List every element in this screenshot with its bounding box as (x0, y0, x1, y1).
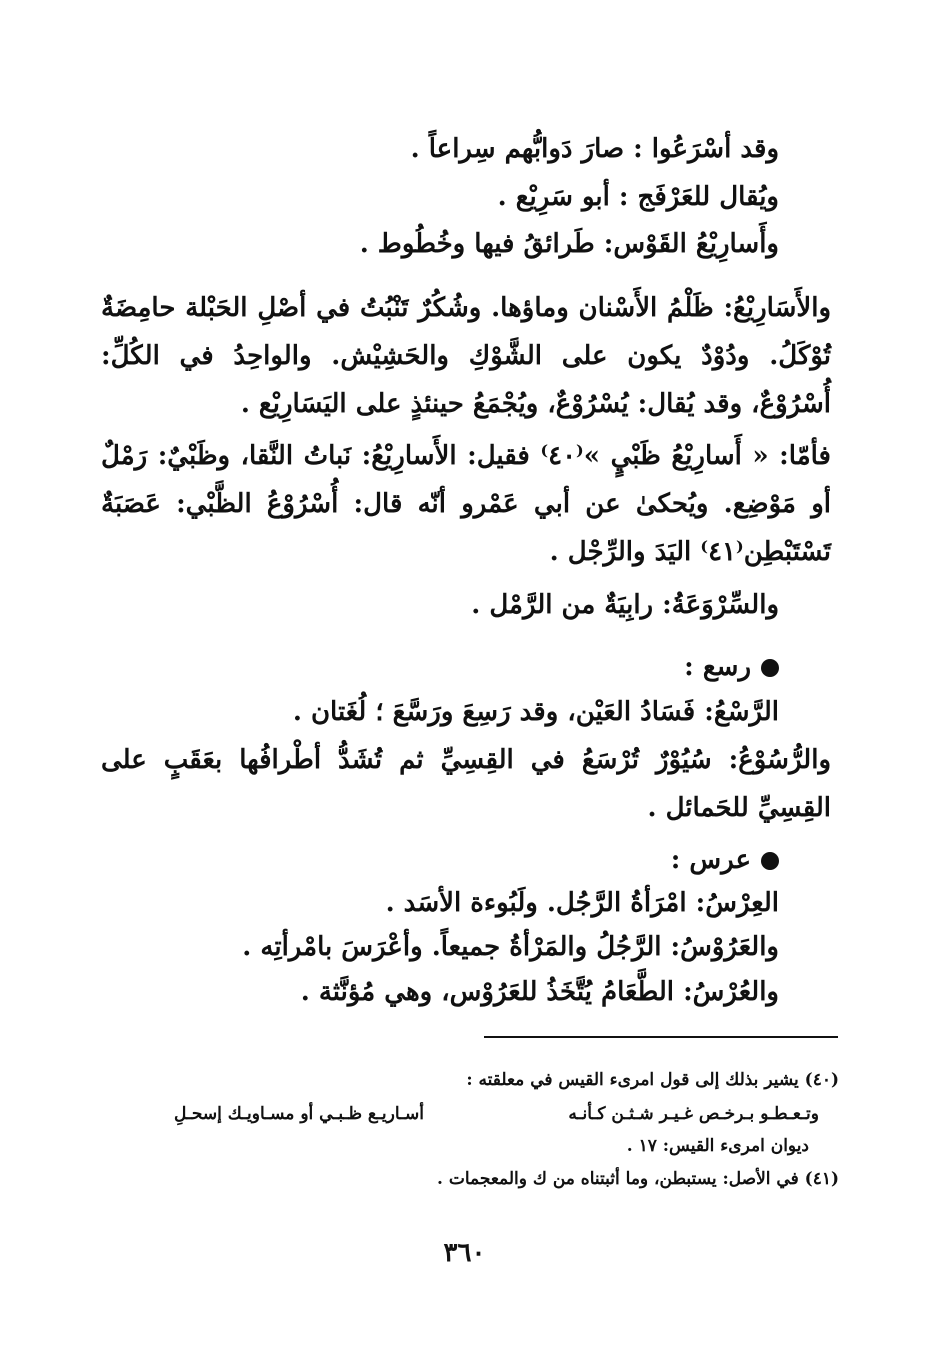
verse-second-hemistich: أسـاريـع ظـبـي أو مسـاويـك إسحـلِ (174, 1104, 424, 1124)
bullet-icon (761, 659, 779, 677)
page-number: ٣٦٠ (443, 1238, 486, 1268)
footnote-40: (٤٠) يشير بذلك إلى قول امرىء القيس في معلقته : (466, 1070, 839, 1090)
heading-text: رسع : (684, 652, 751, 682)
text-line: وأَسارِيْعُ القَوْس: طَرائقُ فيها وخُطُوط . (359, 229, 779, 259)
section-heading (684, 650, 779, 684)
text-line: والعَرُوْسُ: الرَّجُلُ والمَرْأةُ جميعاً. وأعْرَسَ بامْرأتِه . (242, 932, 779, 962)
text-line: وقد أسْرَعُوا : صارَ دَوابُّهم سِراعاً . (410, 134, 779, 164)
footnote-40-source: ديوان امرىء القيس: ١٧ . (626, 1136, 809, 1156)
paragraph: والأَسَارِيْعُ: ظَلْمُ الأَسْنان وماؤها. وشُكُرٌ تَنْبُتُ في أصْلِ الحَبْلة حامِضَةٌ تُوْكَلُ. ودُوْدٌ يكون على الشَّوْكِ والحَشِيْش. والواحِدُ في الكُلِّ: أُسْرُوْعٌ، وقد يُقال: يُسْرُوْعٌ، ويُجْمَعُ حينئذٍ على اليَسَارِيْع . (101, 293, 831, 419)
text-line: والعُرْسُ: الطَّعَامُ يُتَّخَذُ للعَرُوْس، وهي مُؤنَّثة . (300, 977, 779, 1007)
paragraph: فأمّا: « أَسارِيْعُ ظَبْيٍ »⁽٤٠⁾ فقيل: الأَسارِيْعُ: نَباتُ النَّقا، وظَبْيٌ: رَمْلٌ أو مَوْضِع. ويُحكىٰ عن أبي عَمْرو أنّه قال: أُسْرُوْعُ الظَّبْي: عَصَبَةٌ تَسْتَبْطِن⁽٤١⁾ اليَدَ والرِّجْل . (101, 441, 831, 567)
text-line: ويُقال للعَرْفَج : أبو سَرِيْع . (497, 182, 779, 212)
verse-first-hemistich: وتـعـطـو بـرخـص غـيـر شـثـن كـأنـه (568, 1104, 819, 1124)
heading-text: عرس : (670, 845, 751, 875)
text-line: والسِّرْوَعَةُ: رابِيَةٌ من الرَّمْل . (471, 590, 779, 620)
footnote-divider (484, 1036, 838, 1038)
footnote-41: (٤١) في الأصل: يستبطن، وما أثبتناه من ك والمعجمات . (437, 1169, 839, 1189)
bullet-icon (761, 852, 779, 870)
section-heading (671, 843, 779, 877)
paragraph: والرُّسُوْعُ: سُيُوْرٌ تُرْسَعُ في القِسِيِّ ثم تُشَدُّ أطْرافُها بعَقَبٍ على القِسِيِّ للحَمائل . (101, 745, 831, 823)
text-line: الرَّسْعُ: فَسَادُ العَيْن، وقد رَسِعَ ورَسَّعَ ؛ لُغَتان . (292, 697, 779, 727)
text-line: العِرْسُ: امْرَأةُ الرَّجُل. ولَبُوءة الأسَد . (385, 888, 779, 918)
